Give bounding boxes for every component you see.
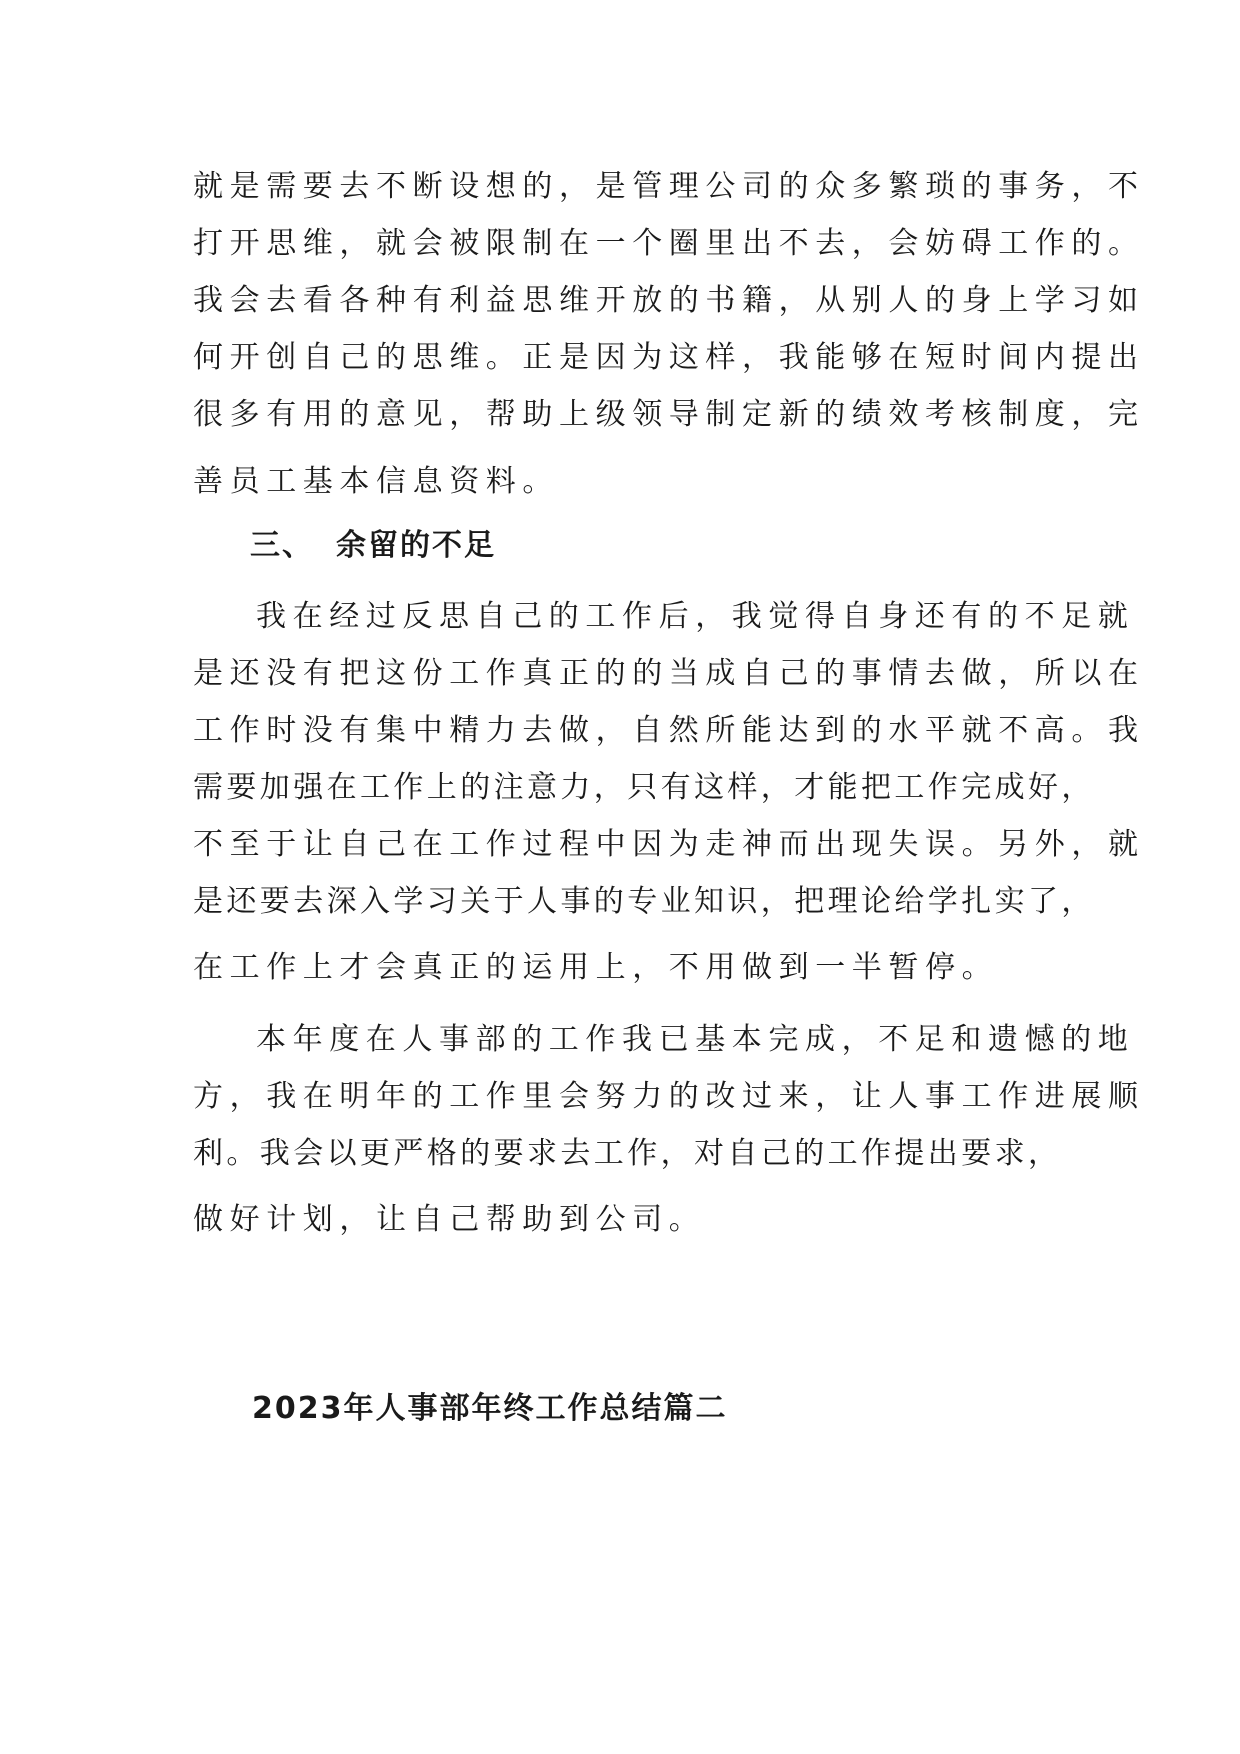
paragraph-1-line-6: 善员工基本信息资料。	[193, 464, 559, 499]
section-heading	[250, 526, 496, 566]
paragraph-2-line-1: 我在经过反思自己的工作后，我觉得自身还有的不足就	[256, 599, 1135, 634]
next-section-title: 2023年人事部年终工作总结篇二	[252, 1391, 728, 1426]
paragraph-3-line-1: 本年度在人事部的工作我已基本完成，不足和遗憾的地	[256, 1022, 1135, 1057]
paragraph-3-line-4: 做好计划，让自己帮助到公司。	[193, 1202, 706, 1237]
paragraph-1-line-4: 何开创自己的思维。正是因为这样，我能够在短时间内提出	[193, 340, 1145, 375]
paragraph-1-line-3: 我会去看各种有利益思维开放的书籍，从别人的身上学习如	[193, 283, 1145, 318]
paragraph-2-line-3: 工作时没有集中精力去做，自然所能达到的水平就不高。我	[193, 713, 1145, 748]
paragraph-2-line-5: 不至于让自己在工作过程中因为走神而出现失误。另外，就	[193, 827, 1145, 862]
section-number: 三、	[250, 528, 314, 563]
paragraph-2-line-2: 是还没有把这份工作真正的的当成自己的事情去做，所以在	[193, 656, 1145, 691]
section-title: 余留的不足	[336, 528, 496, 563]
paragraph-2-line-4: 需要加强在工作上的注意力，只有这样，才能把工作完成好，	[193, 770, 1095, 805]
paragraph-1-line-2: 打开思维，就会被限制在一个圈里出不去，会妨碍工作的。	[193, 226, 1145, 261]
paragraph-2-line-6: 是还要去深入学习关于人事的专业知识，把理论给学扎实了，	[193, 884, 1095, 919]
paragraph-1-line-1: 就是需要去不断设想的，是管理公司的众多繁琐的事务，不	[193, 169, 1145, 204]
paragraph-2-line-7: 在工作上才会真正的运用上，不用做到一半暂停。	[193, 950, 999, 985]
paragraph-1-line-5: 很多有用的意见，帮助上级领导制定新的绩效考核制度，完	[193, 397, 1145, 432]
paragraph-3-line-2: 方，我在明年的工作里会努力的改过来，让人事工作进展顺	[193, 1079, 1145, 1114]
paragraph-3-line-3: 利。我会以更严格的要求去工作，对自己的工作提出要求，	[193, 1136, 1062, 1171]
